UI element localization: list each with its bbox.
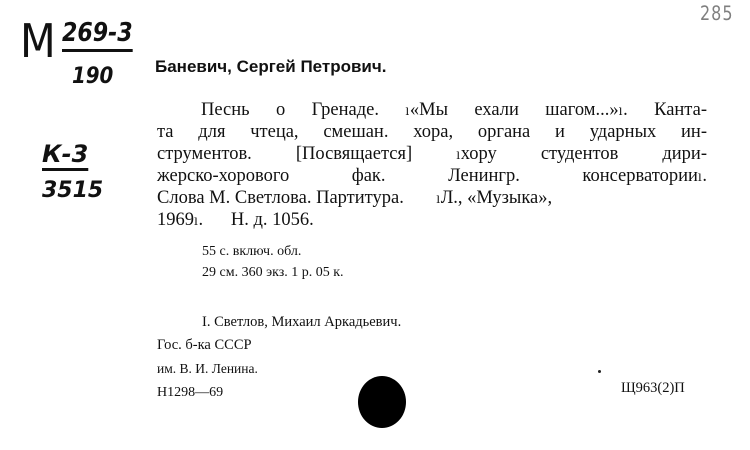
inventory-code-top: К-3 bbox=[42, 140, 89, 168]
order-code: Щ963(2)П bbox=[621, 380, 685, 396]
description-paragraph bbox=[157, 99, 707, 231]
description-line: Песнь о Гренаде. ₗ«Мы ехали шагом...»ₗ. Канта- bbox=[201, 100, 707, 120]
shelfmark-number-bottom: 190 bbox=[72, 64, 114, 89]
shelfmark-letter: М bbox=[20, 14, 54, 68]
library-name-line2: им. В. И. Ленина. bbox=[157, 361, 258, 376]
corner-stamp: 285 bbox=[700, 2, 734, 25]
author-heading: Баневич, Сергей Петрович. bbox=[155, 57, 387, 76]
description-line: та для чтеца, смешан. хора, органа и ударных ин- bbox=[157, 122, 707, 142]
library-name-line1: Гос. б-ка СССР bbox=[157, 337, 252, 353]
inventory-code-bottom: 3515 bbox=[42, 178, 104, 203]
punch-hole bbox=[358, 376, 406, 428]
physical-pages: 55 с. включ. обл. bbox=[202, 244, 302, 259]
ink-speck bbox=[598, 370, 601, 373]
description-line: жерско-хорового фак. Ленингр. консерваторииₗ. bbox=[157, 166, 707, 186]
physical-size-price: 29 см. 360 экз. 1 р. 05 к. bbox=[202, 265, 344, 280]
description-line: струментов. [Посвящается] ₗхору студентов дири- bbox=[157, 144, 707, 164]
shelfmark-number-top: 269-3 bbox=[62, 18, 133, 48]
added-entry-tracing: I. Светлов, Михаил Аркадьевич. bbox=[202, 314, 402, 330]
description-line: Слова М. Светлова. Партитура. ₗЛ., «Музыка», bbox=[157, 188, 553, 208]
card-number: Н1298—69 bbox=[157, 385, 224, 400]
description-line: 1969ₗ. Н. д. 1056. bbox=[157, 210, 314, 230]
